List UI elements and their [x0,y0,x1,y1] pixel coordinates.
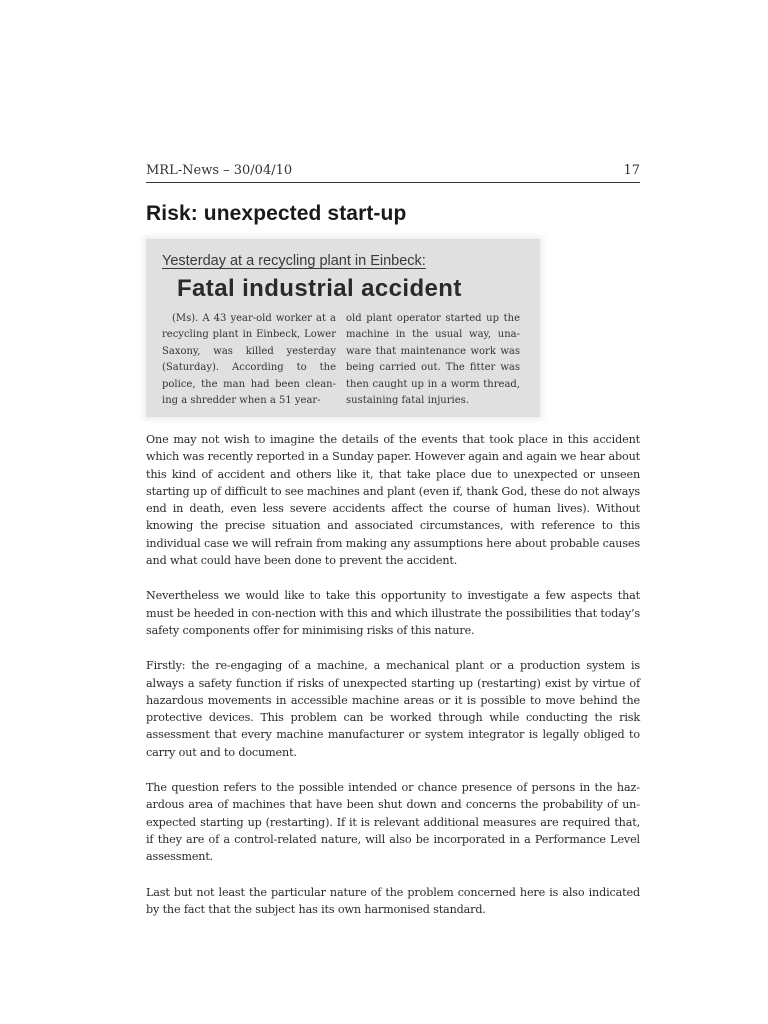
newspaper-clipping [146,239,540,417]
clipping-column-left: (Ms). A 43 year-old worker at a recycling plant in Einbeck, Lower Saxony, was killed yesterday (Saturday). According to the police, the man had been cleaning a shredder when a 51 year- [162,313,336,407]
body-paragraph: The question refers to the possible intended or chance presence of persons in the hazardous area of machines that have been shut down and concerns the probability of unexpected starting up (restarting). If it is relevant additional measures are required that, if they are of a control-related nature, will also be incorporated in a Performance Level assessment. [146,781,640,864]
running-header [146,162,640,183]
clipping-column-right: old plant operator started up the machine in the usual way, unaware that maintenance work was being carried out. The fitter was then caught up in a worm thread, sustaining fatal injuries. [346,313,520,407]
body-paragraph: Last but not least the particular nature of the problem concerned here is also indicated by the fact that the subject has its own harmonised standard. [146,885,640,916]
article-body [146,431,640,936]
article-title: Risk: unexpected start-up [146,202,407,225]
header-page-number: 17 [623,163,640,178]
body-paragraph: Nevertheless we would like to take this opportunity to investigate a few aspects that must be heeded in con-nection with this and which illustrate the possibilities that today’s safety components offer for minimising risks of this nature. [146,589,640,637]
body-paragraph: One may not wish to imagine the details of the events that took place in this accident which was recently reported in a Sunday paper. However again and again we hear about this kind of accident and others like it, that take place due to unexpected or unseen starting up of difficult to see machines and plant (even if, thank God, these do not always end in death, even less severe accidents affect the course of human lives). Without knowing the precise situation and associated circumstances, with reference to this individual case we will refrain from making any assumptions here about probable causes and what could have been done to prevent the accident. [146,433,640,568]
header-publication-date: MRL-News – 30/04/10 [146,163,293,178]
body-paragraph: Firstly: the re-engaging of a machine, a mechanical plant or a production system is always a safety function if risks of unexpected starting up (restarting) exist by virtue of hazardous movements in accessible machine areas or it is possible to move behind the protective devices. This problem can be worked through while conducting the risk assessment that every machine manufacturer or system integrator is legally obliged to carry out and to document. [146,659,640,759]
clipping-headline: Fatal industrial accident [177,275,462,302]
clipping-kicker: Yesterday at a recycling plant in Einbeck: [162,253,426,269]
